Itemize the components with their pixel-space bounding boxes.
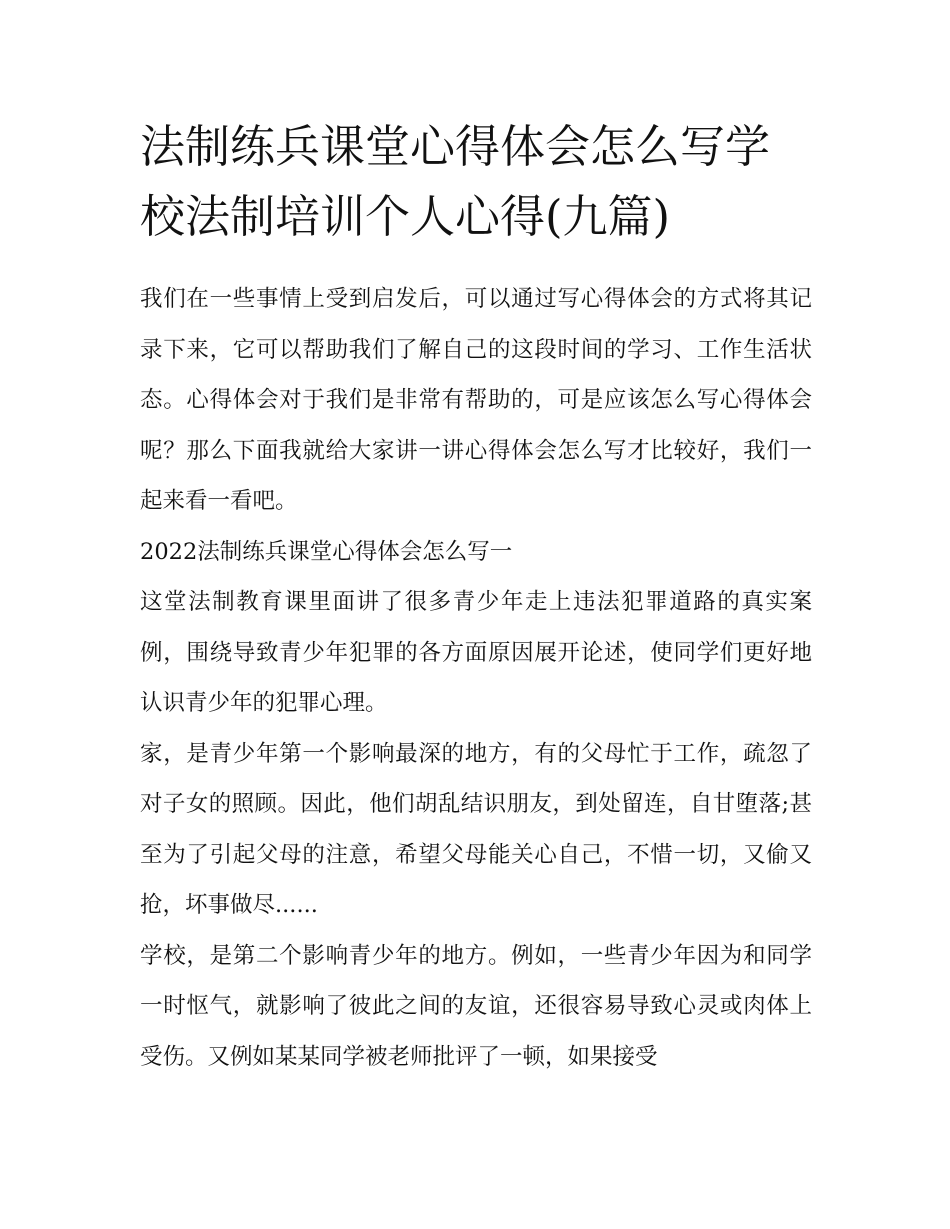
- body-paragraph: 家，是青少年第一个影响最深的地方，有的父母忙于工作，疏忽了对子女的照顾。因此，他们胡乱结识朋友，到处留连，自甘堕落;甚至为了引起父母的注意，希望父母能关心自己，不惜一切，又偷又抢，坏事做尽......: [140, 740, 812, 918]
- document-page: [140, 112, 812, 1082]
- section-heading: 2022法制练兵课堂心得体会怎么写一: [140, 538, 513, 565]
- body-paragraph: 学校，是第二个影响青少年的地方。例如，一些青少年因为和同学一时怄气，就影响了彼此之间的友谊，还很容易导致心灵或肉体上受伤。又例如某某同学被老师批评了一顿，如果接受: [140, 942, 812, 1070]
- document-title: 法制练兵课堂心得体会怎么写学校法制培训个人心得(九篇): [140, 120, 771, 243]
- intro-paragraph: 我们在一些事情上受到启发后，可以通过写心得体会的方式将其记录下来，它可以帮助我们了解自己的这段时间的学习、工作生活状态。心得体会对于我们是非常有帮助的，可是应该怎么写心得体会呢？那么下面我就给大家讲一讲心得体会怎么写才比较好，我们一起来看一看吧。: [140, 286, 812, 514]
- body-paragraph: 这堂法制教育课里面讲了很多青少年走上违法犯罪道路的真实案例，围绕导致青少年犯罪的各方面原因展开论述，使同学们更好地认识青少年的犯罪心理。: [140, 589, 812, 716]
